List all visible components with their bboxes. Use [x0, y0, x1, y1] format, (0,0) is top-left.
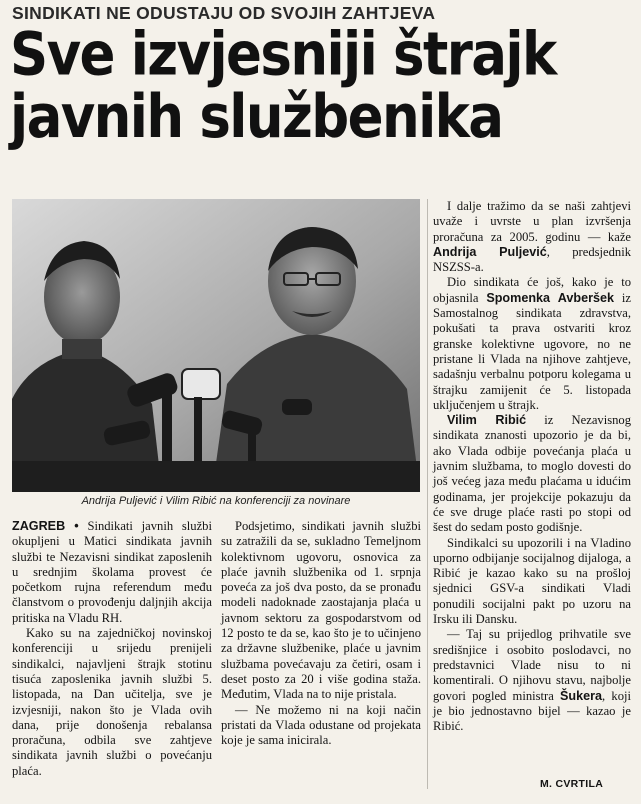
paragraph-text: , predsjednik NSZSS-a.: [433, 244, 631, 275]
headline-line-2: javnih službenika: [10, 83, 503, 152]
press-conference-photo: [12, 199, 420, 492]
paragraph-text: Sindikati javnih službi okupljeni u Matici sindikata javnih službi te Nezavisni sindikat zaposlenih u srednjim školama provest će početkom rujna referendum među članstvom o provođenju daljnjih akcija pritiska na Vladu RH.: [12, 519, 212, 625]
headline-line-1: Sve izvjesniji štrajk: [10, 20, 556, 89]
paragraph-text: , koji je bio jednostavno bijel — kazao je Ribić.: [433, 688, 631, 734]
article-kicker: SINDIKATI NE ODUSTAJU OD SVOJIH ZAHTJEVA: [12, 3, 436, 23]
paragraph: Sindikalci su upozorili i na Vladino uporno odbijanje socijalnog dijaloga, a Ribić je kazao kako su na prošloj sjednici GSV-a sindikati Vladi ponudili socijalni pakt po uzoru na Irsku ili Dansku.: [433, 535, 631, 627]
person-name: Šukera: [560, 688, 603, 703]
paragraph: [433, 199, 631, 275]
paragraph: Kako su na zajedničkoj novinskoj konferenciji u srijedu prenijeli sindikalci, najavljeni štrajk stotinu tisuća zaposlenika javnih službi 5. listopada, na Dan učitelja, sve je izvjesniji, nakon što je Vlada ovih dana, prije donošenja rebalansa proračuna, odbila sve zahtjeve sindikata javnih službi o povećanju plaća.: [12, 626, 212, 778]
paragraph-text: Dio sindikata će još, kako je to objasnila: [433, 275, 631, 305]
paragraph: [433, 413, 631, 535]
dateline: ZAGREB •: [12, 519, 79, 533]
paragraph: [433, 275, 631, 413]
author-signature: M. CVRTILA: [540, 778, 604, 790]
paragraph: Podsjetimo, sindikati javnih službi su zatražili da se, sukladno Temeljnom kolektivnom ugovoru, osnovica za plaće javnih službenika od 1. srpnja poveća za još dva posto, da se pronađu modeli nadoknade zaostajanja plaća u javnom sektoru za gospodarstvom od 12 posto te da se, kao što je to učinjeno za državne službenike, plaće u javnim službama povećavaju za četiri, osam i deset posto za 20 i više godina staža. Međutim, Vlada na to nije pristala.: [221, 519, 421, 702]
paragraph: [433, 627, 631, 734]
paragraph-text: iz Nezavisnog sindikata znanosti upozorio je da bi, ako Vlada odbije povećanja plaća u javnim službama, to moglo dovesti do još većeg jaza među plaćama u idućim godinama, jer projekcije pokazuju da će sve druge plaće rasti po stopi od šest do sedam posto godišnje.: [433, 413, 631, 535]
photo-caption: Andrija Puljević i Vilim Ribić na konferenciji za novinare: [81, 495, 351, 507]
paragraph: — Ne možemo ni na koji način pristati da Vlada odustane od projekata koje je sama inicirala.: [221, 702, 421, 748]
paragraph-text: I dalje tražimo da se naši zahtjevi uvaže i uvrste u plan izvršenja proračuna za 2005. godinu — kaže: [433, 199, 631, 244]
person-name: Spomenka Avberšek: [486, 290, 615, 305]
article-column-1: [12, 519, 212, 779]
column-divider: [427, 199, 428, 789]
person-name: Vilim Ribić: [447, 413, 527, 428]
article-column-3: [433, 199, 631, 734]
person-name: Andrija Puljević: [433, 244, 547, 259]
article-column-2: [221, 519, 421, 748]
paragraph-text: iz Samostalnog sindikata zdravstva, pokušati ta prava ostvariti kroz granske kolektivne ugovore, no ne pristane li Vlada na njihove zahtjeve, sadašnju verbalnu potporu kolegama u štrajku zamijenit će 5. listopada uključenjem u štrajk.: [433, 290, 631, 412]
article-headline: [10, 20, 635, 152]
paragraph-text: — Taj su prijedlog prihvatile sve središnjice i osobito poslodavci, no predstavnici Vlade nisu to ni komentirali. O njihovu stavu, najbolje govori pogled ministra: [433, 627, 631, 703]
paragraph: [12, 519, 212, 626]
